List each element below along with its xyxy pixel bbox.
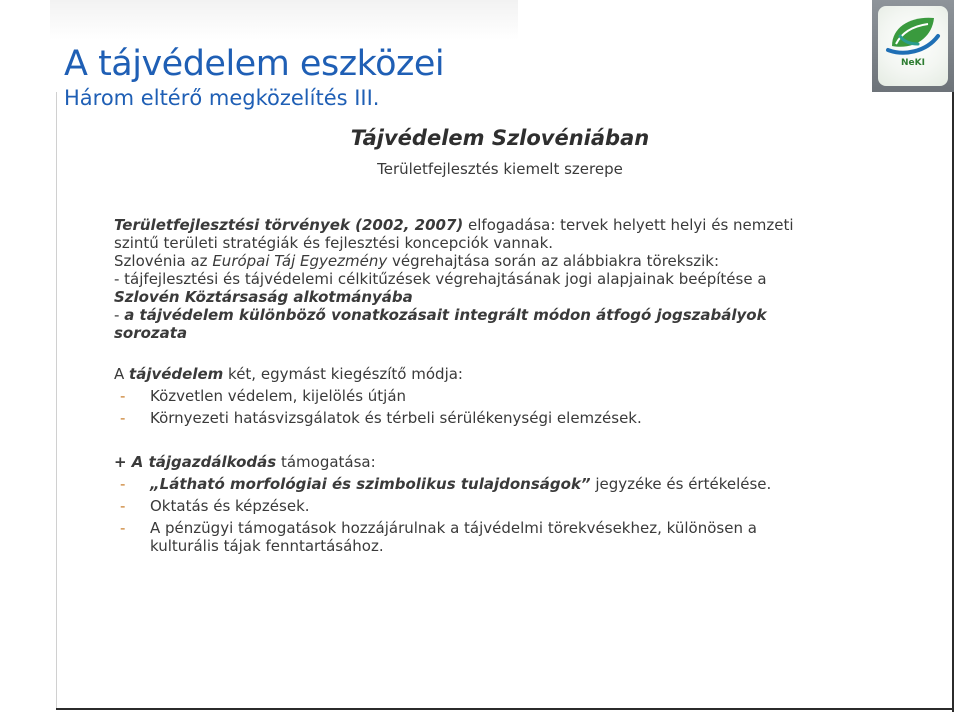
page-title: A tájvédelem eszközei (64, 44, 445, 84)
page-subtitle: Három eltérő megközelítés III. (64, 86, 380, 110)
convention-lead: Szlovénia az (114, 252, 213, 270)
list-item (114, 519, 830, 555)
frame-bottom-line (56, 708, 954, 710)
legislation-bold: a tájvédelem különböző vonatkozásait integrált módon átfogó jogszabályok sorozata (114, 306, 767, 342)
list-item-text: Közvetlen védelem, kijelölés útján (150, 387, 407, 405)
protection-list (114, 387, 830, 427)
paragraph-legislation (114, 306, 830, 342)
paragraph-protection (114, 365, 830, 383)
protection-lead: A (114, 365, 130, 383)
leaf-logo-icon (878, 6, 948, 60)
bullet-dash: - (120, 387, 126, 405)
content-body (114, 216, 830, 555)
frame-right-line (952, 92, 954, 712)
list-item-text: A pénzügyi támogatások hozzájárulnak a tájvédelmi törekvésekhez, különösen a kulturális tájak fenntartásához. (150, 519, 757, 555)
convention-name: Európai Táj Egyezmény (212, 252, 388, 270)
management-rest: támogatása: (276, 453, 376, 471)
bullet-dash: - (120, 409, 126, 427)
list-item (114, 409, 830, 427)
protection-rest: két, egymást kiegészítő módja: (223, 365, 463, 383)
frame-left-line (56, 92, 57, 710)
management-list (114, 475, 830, 555)
list-item-bold: „Látható morfológiai és szimbolikus tulajdonságok” (150, 475, 591, 493)
list-item (114, 475, 830, 493)
logo-panel (872, 0, 954, 92)
section-title: Tájvédelem Szlovéniában (350, 126, 650, 150)
list-item-text: jegyzéke és értékelése. (590, 475, 772, 493)
legislation-dash: - (114, 306, 125, 324)
paragraph-laws (114, 216, 830, 252)
list-item-text: Oktatás és képzések. (150, 497, 310, 515)
list-item-text: Környezeti hatásvizsgálatok és térbeli sérülékenységi elemzések. (150, 409, 642, 427)
paragraph-convention (114, 252, 830, 270)
convention-rest: végrehajtása során az alábbiakra törekszik: (387, 252, 720, 270)
laws-bold: Területfejlesztési törvények (2002, 2007) (114, 216, 464, 234)
top-gradient-band (50, 0, 518, 40)
section-subtitle: Területfejlesztés kiemelt szerepe (377, 160, 623, 178)
laws-rest: elfogadása: tervek helyett helyi és nemzeti szintű területi stratégiák és fejlesztési koncepciók vannak. (114, 216, 794, 252)
paragraph-management (114, 453, 830, 471)
list-item (114, 497, 830, 515)
list-item (114, 387, 830, 405)
bullet-dash: - (120, 475, 126, 493)
constitution-bold: Szlovén Köztársaság alkotmányába (114, 288, 413, 306)
paragraph-constitution (114, 270, 830, 306)
logo-text: NeKI (901, 58, 925, 68)
neki-logo (878, 6, 948, 86)
management-bold: + A tájgazdálkodás (114, 453, 277, 471)
constitution-text: - tájfejlesztési és tájvédelemi célkitűzések végrehajtásának jogi alapjainak beépítése a (114, 270, 767, 288)
protection-bold: tájvédelem (129, 365, 224, 383)
bullet-dash: - (120, 519, 126, 537)
bullet-dash: - (120, 497, 126, 515)
